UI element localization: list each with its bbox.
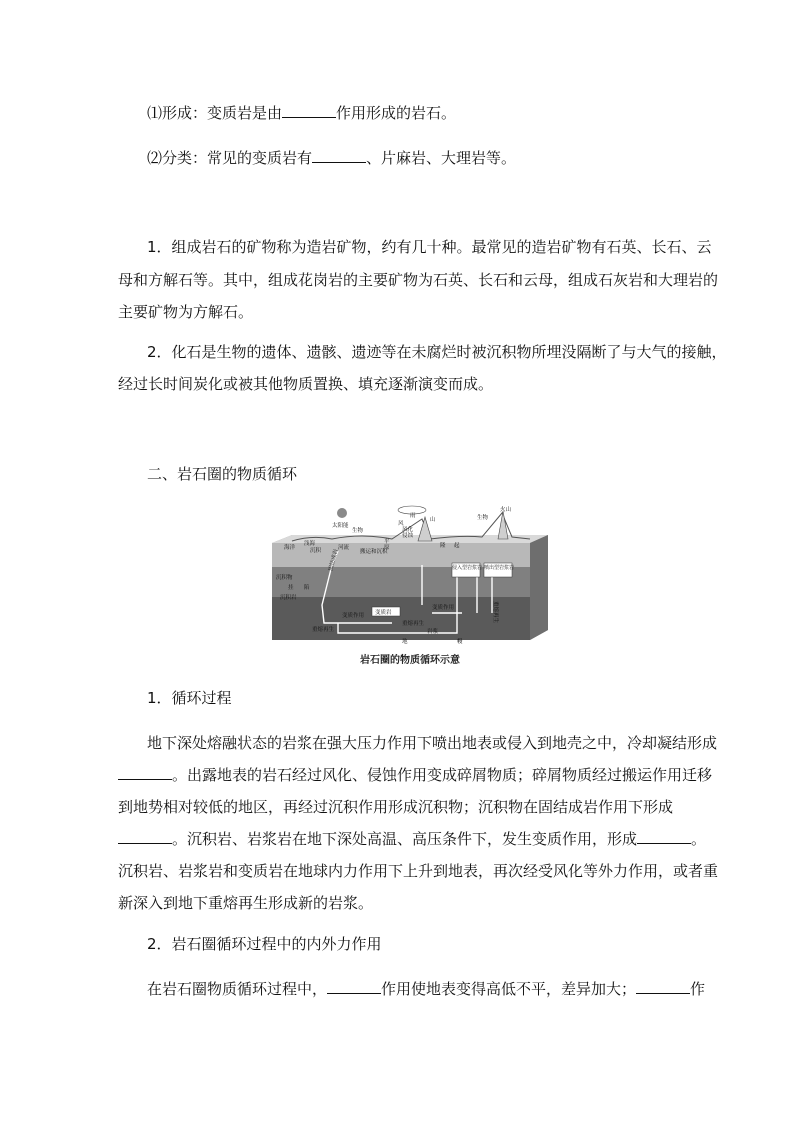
classification-line: ⑵分类：常见的变质岩有 、片麻岩、大理岩等。 xyxy=(147,149,517,167)
cycle-line3: 到地势相对较低的地区，再经过沉积作用形成沉积物；沉积物在固结成岩作用下形成 xyxy=(118,798,674,816)
label-remelt: 重熔再生 xyxy=(312,627,335,633)
label-sink2: 陷 xyxy=(304,585,310,591)
label-magma: 岩浆 xyxy=(427,629,439,635)
cycle-line1: 地下深处熔融状态的岩浆在强大压力作用下喷出地表或侵入到地壳之中，冷却凝结形成 xyxy=(147,734,718,752)
forces-line: 在岩石圈物质循环过程中， 作用使地表变得高低不平，差异加大； 作 xyxy=(147,980,706,998)
forces-title: 2．岩石圈循环过程中的内外力作用 xyxy=(147,935,382,953)
note1-line3: 主要矿物为方解石。 xyxy=(118,303,254,321)
label-meta-action: 变质作用 xyxy=(342,613,365,619)
label-consolidate: 固结成岩 xyxy=(328,548,340,572)
rock-cycle-diagram xyxy=(272,505,548,647)
label-deposit: 沉积 xyxy=(310,548,322,554)
label-weather: 风化 xyxy=(402,527,414,533)
label-volcano: 火山 xyxy=(500,507,512,513)
section-title: 二、岩石圈的物质循环 xyxy=(147,465,298,483)
label-plain: 平 xyxy=(384,539,390,545)
blank-field[interactable] xyxy=(637,829,691,844)
blank-field[interactable] xyxy=(327,979,381,994)
label-sedimentary: 沉积岩 xyxy=(280,595,297,601)
label-bio2: 生物 xyxy=(477,515,489,521)
label-uplift1: 隆 xyxy=(440,543,446,549)
label-mtn: 山 xyxy=(430,517,436,523)
label-shallow: 浅海 xyxy=(304,541,316,547)
blank-field[interactable] xyxy=(312,148,366,163)
label-wind: 风 xyxy=(398,521,404,527)
diagram-caption: 岩石圈的物质循环示意 xyxy=(360,655,460,666)
label-erosion: 侵蚀 xyxy=(402,533,414,539)
label-remelt3: 重熔再生 xyxy=(492,601,498,624)
blank-field[interactable] xyxy=(118,765,172,780)
label-uplift2: 起 xyxy=(454,543,460,549)
blank-field[interactable] xyxy=(118,829,172,844)
sun-icon xyxy=(337,508,347,518)
note2-line2: 经过长时间炭化或被其他物质置换、填充逐渐演变而成。 xyxy=(118,375,494,393)
cycle-line2: 。出露地表的岩石经过风化、侵蚀作用变成碎屑物质；碎屑物质经过搬运作用迁移 xyxy=(118,765,712,785)
label-ocean: 海洋 xyxy=(284,545,296,551)
label-remelt2: 重熔再生 xyxy=(402,621,425,627)
blank-field[interactable] xyxy=(636,979,690,994)
label-sink1: 挂 xyxy=(288,585,294,591)
label-river: 河流 xyxy=(338,545,350,551)
label-rain: 雨 xyxy=(410,513,416,519)
label-mantle2: 幔 xyxy=(457,639,463,645)
label-meta-rock: 变质岩 xyxy=(375,610,392,616)
label-meta-action2: 变质作用 xyxy=(432,605,455,611)
cycle-line4: 。沉积岩、岩浆岩在地下深处高温、高压条件下，发生变质作用，形成 。 xyxy=(118,829,706,849)
label-transport: 搬运和沉积 xyxy=(360,549,388,555)
label-intrusive: 侵入型岩浆岩 xyxy=(452,565,483,571)
label-extrusive: 喷出型岩浆岩 xyxy=(484,565,515,571)
label-sun: 太阳能 xyxy=(332,523,349,529)
note1-line1: 1．组成岩石的矿物称为造岩矿物，约有几十种。最常见的造岩矿物有石英、长石、云 xyxy=(147,238,712,256)
cycle-line5: 沉积岩、岩浆岩和变质岩在地球内力作用下上升到地表，再次经受风化等外力作用，或者重 xyxy=(118,862,719,880)
note1-line2: 母和方解石等。其中，组成花岗岩的主要矿物为石英、长石和云母，组成石灰岩和大理岩的 xyxy=(118,271,719,289)
note2-line1: 2．化石是生物的遗体、遗骸、遗迹等在未腐烂时被沉积物所埋没隔断了与大气的接触， xyxy=(147,343,727,361)
formation-line: ⑴形成：变质岩是由 作用形成的岩石。 xyxy=(147,104,457,122)
label-bio1: 生物 xyxy=(352,528,364,534)
label-mantle1: 地 xyxy=(402,639,408,645)
blank-field[interactable] xyxy=(282,103,336,118)
cycle-line6: 新深入到地下重熔再生形成新的岩浆。 xyxy=(118,894,374,912)
label-plain2: 原 xyxy=(384,545,390,551)
cycle-title: 1．循环过程 xyxy=(147,689,232,707)
label-sed-rock: 沉积物 xyxy=(276,575,293,581)
